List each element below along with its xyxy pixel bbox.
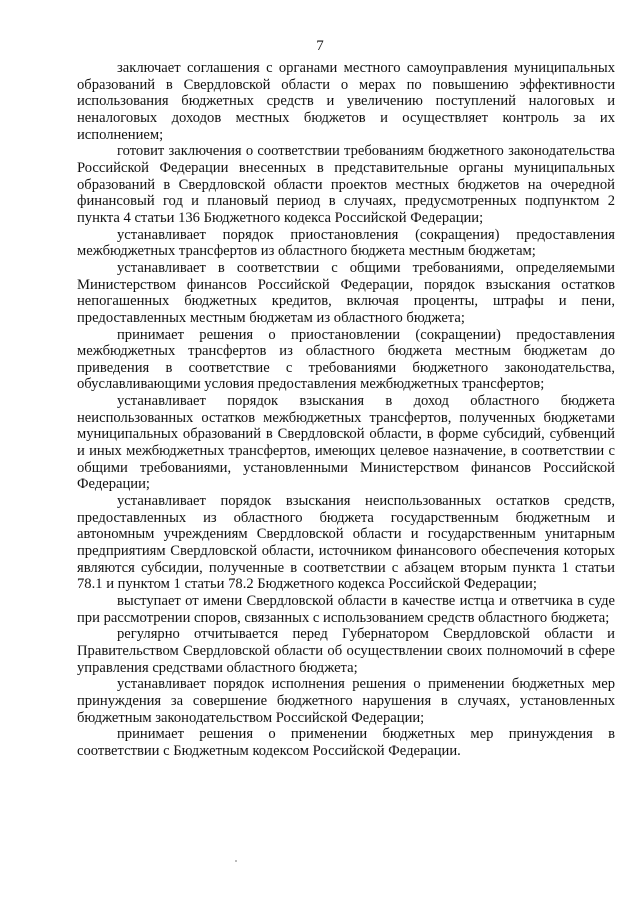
paragraph-2: готовит заключения о соответствии требованиям бюджетного законодательства Российской Федерации внесенных в представительные органы муниципальных образований в Свердловской области проектов местных бюджетов на очередной финансовый год и плановый период в случаях, предусмотренных подпунктом 2 пункта 4 статьи 136 Бюджетного кодекса Российской Федерации; (77, 143, 615, 226)
paragraph-5: принимает решения о приостановлении (сокращении) предоставления межбюджетных трансфертов из областного бюджета местным бюджетам до приведения в соответствие с требованиями бюджетного законодательства, обуславливающими условия предоставления межбюджетных трансфертов; (77, 326, 615, 393)
page-number: 7 (316, 38, 324, 54)
scan-dot (235, 860, 237, 862)
paragraph-7: устанавливает порядок взыскания неиспользованных остатков средств, предоставленных из областного бюджета государственным бюджетным и автономным учреждениям Свердловской области и государственным унитарным предприятиям Свердловской области, источником финансового обеспечения которых являются субсидии, полученные в соответствии с абзацем вторым пункта 1 статьи 78.1 и пунктом 1 статьи 78.2 Бюджетного кодекса Российской Федерации; (77, 493, 615, 593)
paragraph-8: выступает от имени Свердловской области в качестве истца и ответчика в суде при рассмотрении споров, связанных с использованием средств областного бюджета; (77, 593, 615, 626)
paragraph-3: устанавливает порядок приостановления (сокращения) предоставления межбюджетных трансфертов из областного бюджета местным бюджетам; (77, 226, 615, 260)
paragraph-1: заключает соглашения с органами местного самоуправления муниципальных образований в Свердловской области о мерах по повышению эффективности использования бюджетных средств и увеличению поступлений налоговых и неналоговых доходов местных бюджетов и осуществляет контроль за их исполнением; (77, 60, 615, 143)
paragraph-11: принимает решения о применении бюджетных мер принуждения в соответствии с Бюджетным кодексом Российской Федерации. (77, 726, 615, 759)
document-body (77, 60, 615, 760)
paragraph-6: устанавливает порядок взыскания в доход областного бюджета неиспользованных остатков межбюджетных трансфертов, полученных бюджетами муниципальных образований в Свердловской области, в форме субсидий, субвенций и иных межбюджетных трансфертов, имеющих целевое назначение, в соответствии с общими требованиями, установленными Министерством финансов Российской Федерации; (77, 393, 615, 493)
paragraph-10: устанавливает порядок исполнения решения о применении бюджетных мер принуждения за совершение бюджетного нарушения в случаях, установленных бюджетным законодательством Российской Федерации; (77, 676, 615, 726)
paragraph-9: регулярно отчитывается перед Губернатором Свердловской области и Правительством Свердловской области об осуществлении своих полномочий в сфере управления средствами областного бюджета; (77, 626, 615, 676)
paragraph-4: устанавливает в соответствии с общими требованиями, определяемыми Министерством финансов Российской Федерации, порядок взыскания остатков непогашенных бюджетных кредитов, включая проценты, штрафы и пени, предоставленных местным бюджетам из областного бюджета; (77, 259, 615, 326)
